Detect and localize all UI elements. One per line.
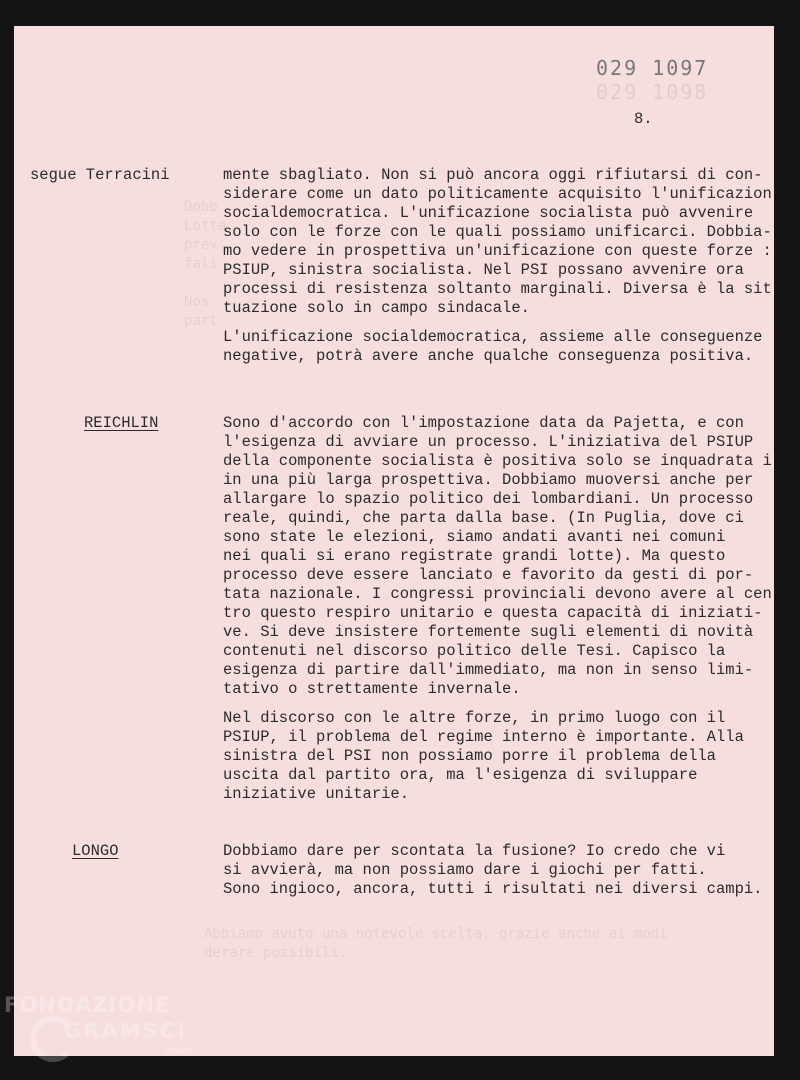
- text-line: nei quali si erano registrate grandi lotte). Ma questo: [223, 547, 726, 565]
- text-line: tuazione solo in campo sindacale.: [223, 299, 530, 317]
- text-line: della componente socialista è positiva solo se inquadrata i: [223, 452, 772, 470]
- text-line: in una più larga prospettiva. Dobbiamo muoversi anche per: [223, 471, 754, 489]
- speaker-name: segue Terracini: [30, 166, 170, 184]
- text-line: iniziative unitarie.: [223, 785, 410, 803]
- text-line: Sono d'accordo con l'impostazione data da Pajetta, e con: [223, 414, 744, 432]
- paragraph: [223, 166, 771, 318]
- text-line: mo vedere in prospettiva un'unificazione con queste forze :: [223, 242, 772, 260]
- show-through-text: Abbiamo avuto una notevole scelta, grazie anche ai modi derare possibili.: [204, 926, 668, 961]
- text-line: PSIUP, il problema del regime interno è importante. Alla: [223, 728, 744, 746]
- text-line: contenuti nel discorso politico delle Tesi. Capisco la: [223, 642, 726, 660]
- text-line: Dobbiamo dare per scontata la fusione? Io credo che vi: [223, 842, 726, 860]
- text-line: Nel discorso con le altre forze, in primo luogo con il: [223, 709, 726, 727]
- text-line: processo deve essere lanciato e favorito da gesti di por-: [223, 566, 754, 584]
- paragraph: [223, 414, 771, 699]
- speaker-name: REICHLIN: [84, 414, 159, 432]
- paragraph: [223, 842, 771, 899]
- archive-number-show-through: 029 1098: [596, 80, 709, 104]
- page-number: 8.: [634, 110, 653, 128]
- text-line: tativo o strettamente invernale.: [223, 680, 521, 698]
- text-line: solo con le forze con le quali possiamo unificarci. Dobbia-: [223, 223, 772, 241]
- show-through-text: Dobb Lotta prev fali Nos part: [184, 199, 227, 329]
- archive-number: 029 1097: [596, 56, 709, 80]
- speech-block: [223, 166, 771, 376]
- text-line: mente sbagliato. Non si può ancora oggi rifiutarsi di con-: [223, 166, 763, 184]
- watermark: [4, 992, 191, 1064]
- speech-block: [223, 842, 771, 909]
- text-line: reale, quindi, che parta dalla base. (In Puglia, dove ci: [223, 509, 744, 527]
- text-line: processi di resistenza soltanto marginali. Diversa è la sit: [223, 280, 772, 298]
- speech-block: [223, 414, 771, 814]
- text-line: socialdemocratica. L'unificazione socialista può avvenire: [223, 204, 754, 222]
- watermark-line: FONDAZIONE: [4, 993, 171, 1017]
- text-line: si avvierà, ma non possiamo dare i giochi per fatti.: [223, 861, 707, 879]
- text-line: Sono ingioco, ancora, tutti i risultati nei diversi campi.: [223, 880, 763, 898]
- text-line: tro questo respiro unitario e questa capacità di iniziati-: [223, 604, 763, 622]
- text-line: siderare come un dato politicamente acquisito l'unificazion: [223, 185, 772, 203]
- text-line: sono state le elezioni, siamo andati avanti nei comuni: [223, 528, 726, 546]
- text-line: negative, potrà avere anche qualche conseguenza positiva.: [223, 347, 754, 365]
- paragraph: [223, 709, 771, 804]
- watermark-line: GRAMSCI: [64, 1019, 187, 1043]
- text-line: uscita dal partito ora, ma l'esigenza di sviluppare: [223, 766, 698, 784]
- text-line: PSIUP, sinistra socialista. Nel PSI possano avvenire ora: [223, 261, 744, 279]
- paragraph: [223, 328, 771, 366]
- text-line: esigenza di partire dall'immediato, ma non in senso limi-: [223, 661, 754, 679]
- watermark-line: ONLUS: [164, 1047, 191, 1055]
- text-line: tata nazionale. I congressi provinciali devono avere al cen: [223, 585, 772, 603]
- speaker-name: LONGO: [72, 842, 119, 860]
- text-line: ve. Si deve insistere fortemente sugli elementi di novità: [223, 623, 754, 641]
- text-line: allargare lo spazio politico dei lombardiani. Un processo: [223, 490, 754, 508]
- text-line: L'unificazione socialdemocratica, assieme alle conseguenze: [223, 328, 763, 346]
- text-line: l'esigenza di avviare un processo. L'iniziativa del PSIUP: [223, 433, 754, 451]
- text-line: sinistra del PSI non possiamo porre il problema della: [223, 747, 716, 765]
- document-page: [14, 26, 774, 1056]
